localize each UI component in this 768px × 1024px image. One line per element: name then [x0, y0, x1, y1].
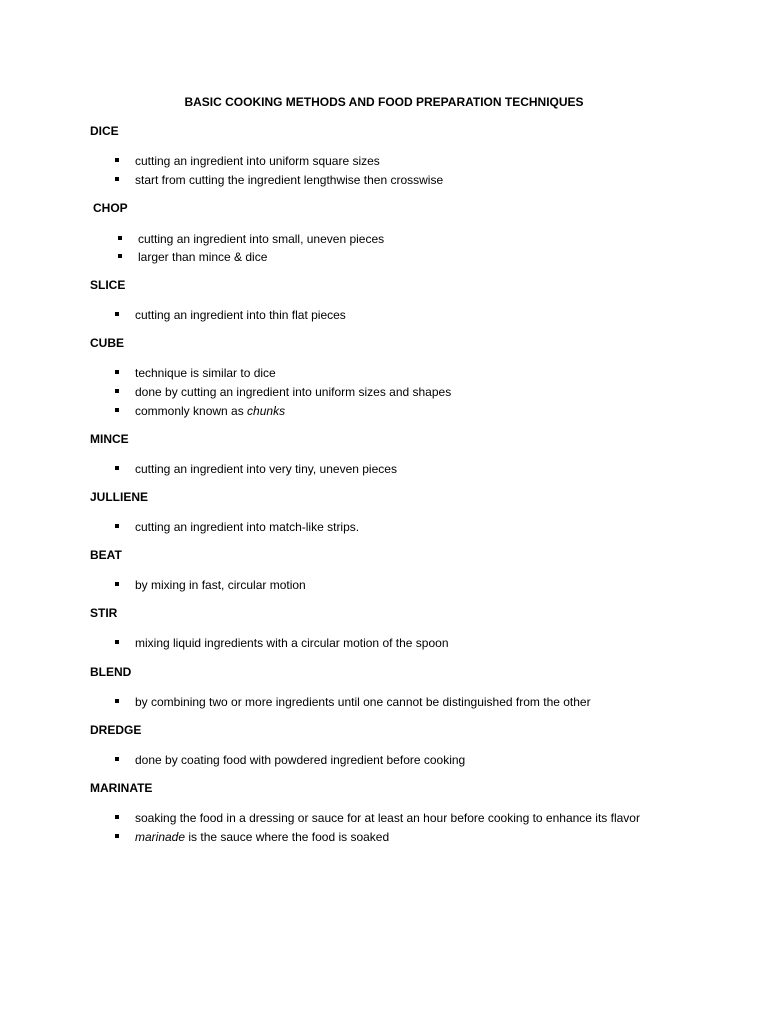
bullet-icon: [118, 254, 122, 258]
document-title: BASIC COOKING METHODS AND FOOD PREPARATION TECHNIQUES: [184, 95, 584, 109]
bullet-icon: [115, 158, 119, 162]
list-item: larger than mince & dice: [118, 249, 267, 264]
bullet-icon: [115, 815, 119, 819]
list-item: done by coating food with powdered ingredient before cooking: [115, 752, 465, 767]
heading-beat: BEAT: [90, 548, 122, 562]
list-item: mixing liquid ingredients with a circular motion of the spoon: [115, 635, 449, 650]
list-item: cutting an ingredient into match-like strips.: [115, 519, 359, 534]
heading-stir: STIR: [90, 606, 118, 620]
heading-chop: CHOP: [93, 201, 128, 215]
list-item: technique is similar to dice: [115, 365, 276, 380]
list-item: cutting an ingredient into uniform square sizes: [115, 153, 380, 168]
heading-cube: CUBE: [90, 336, 125, 350]
heading-blend: BLEND: [90, 665, 132, 679]
bullet-icon: [118, 236, 122, 240]
heading-julliene: JULLIENE: [90, 490, 149, 504]
list-item: done by cutting an ingredient into uniform sizes and shapes: [115, 384, 451, 399]
heading-slice: SLICE: [90, 278, 126, 292]
list-item: by mixing in fast, circular motion: [115, 577, 306, 592]
list-item: by combining two or more ingredients until one cannot be distinguished from the other: [115, 694, 591, 709]
heading-mince: MINCE: [90, 432, 129, 446]
bullet-icon: [115, 699, 119, 703]
list-item: cutting an ingredient into very tiny, uneven pieces: [115, 461, 397, 476]
bullet-icon: [115, 757, 119, 761]
bullet-icon: [115, 370, 119, 374]
list-item: cutting an ingredient into small, uneven pieces: [118, 231, 384, 246]
bullet-icon: [115, 582, 119, 586]
bullet-icon: [115, 177, 119, 181]
list-item: cutting an ingredient into thin flat pieces: [115, 307, 346, 322]
list-item: start from cutting the ingredient lengthwise then crosswise: [115, 172, 443, 187]
bullet-icon: [115, 312, 119, 316]
heading-marinate: MARINATE: [90, 781, 153, 795]
bullet-icon: [115, 524, 119, 528]
bullet-icon: [115, 466, 119, 470]
bullet-icon: [115, 834, 119, 838]
bullet-icon: [115, 389, 119, 393]
list-item: commonly known as chunks: [115, 403, 285, 418]
bullet-icon: [115, 408, 119, 412]
list-item: soaking the food in a dressing or sauce for at least an hour before cooking to enhance its flavor: [115, 810, 640, 825]
list-item: marinade is the sauce where the food is soaked: [115, 829, 389, 844]
bullet-icon: [115, 640, 119, 644]
heading-dredge: DREDGE: [90, 723, 142, 737]
heading-dice: DICE: [90, 124, 119, 138]
